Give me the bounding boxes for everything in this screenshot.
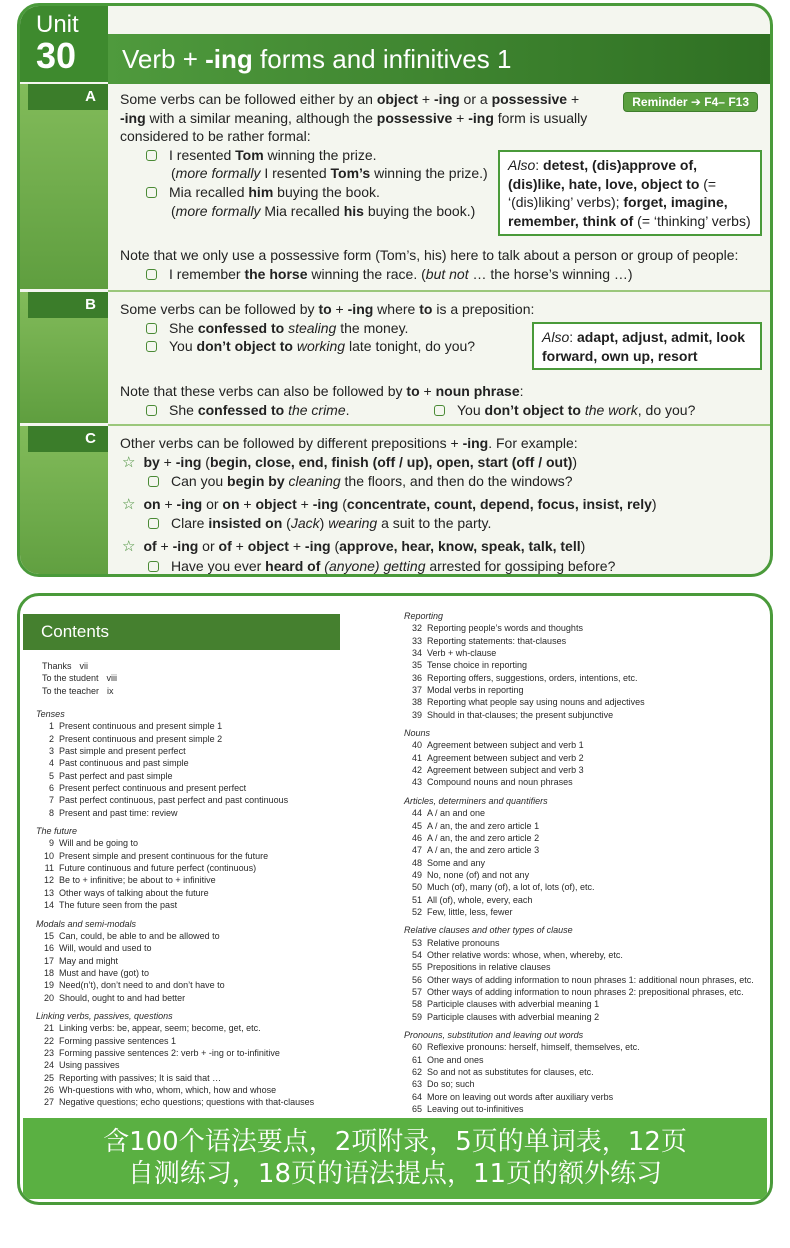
- toc-unit-number: 63: [411, 1079, 422, 1090]
- toc-unit-number: 40: [411, 740, 422, 751]
- toc-entry[interactable]: [404, 894, 754, 906]
- toc-unit-title: Compound nouns and noun phrases: [427, 777, 573, 788]
- toc-unit-title: Participle clauses with adverbial meaning 1: [427, 999, 600, 1010]
- toc-unit-title: Agreement between subject and verb 3: [427, 765, 584, 776]
- toc-unit-title: Do so; such: [427, 1079, 475, 1090]
- example-item: Have you ever heard of (anyone) getting arrested for gossiping before?: [120, 557, 657, 576]
- pattern-item: ☆ on + -ing or on + object + -ing (concentrate, count, depend, focus, insist, rely): [122, 495, 657, 513]
- toc-unit-number: 62: [411, 1067, 422, 1078]
- unit-page-panel: [17, 3, 773, 577]
- toc-unit-title: Relative pronouns: [427, 937, 500, 948]
- toc-entry[interactable]: [404, 857, 754, 869]
- section-b-intro: Some verbs can be followed by to + -ing where to is a preposition:: [120, 301, 535, 317]
- toc-unit-title: Prepositions in relative clauses: [427, 962, 551, 973]
- toc-unit-title: Will and be going to: [59, 838, 139, 849]
- title-bold: -ing: [205, 44, 253, 74]
- toc-entry[interactable]: [36, 899, 314, 911]
- toc-entry[interactable]: [404, 647, 754, 659]
- toc-unit-title: Should in that-clauses; the present subjunctive: [427, 709, 614, 720]
- toc-entry[interactable]: [36, 733, 314, 745]
- title-pre: Verb +: [122, 44, 206, 74]
- toc-category: The future: [36, 826, 78, 837]
- toc-category: Tenses: [36, 709, 65, 719]
- example-formal: (more formally Mia recalled his buying the book.): [171, 202, 476, 219]
- toc-unit-number: 1: [48, 721, 54, 732]
- toc-unit-number: 57: [411, 986, 422, 997]
- toc-unit-number: 56: [411, 974, 422, 985]
- toc-unit-number: 42: [411, 765, 422, 776]
- toc-unit-number: 13: [43, 887, 54, 898]
- toc-entry[interactable]: [36, 1096, 314, 1108]
- example-item: Mia recalled him buying the book.: [120, 183, 587, 202]
- toc-category: Reporting: [404, 611, 444, 621]
- toc-category: Relative clauses and other types of clause: [404, 925, 573, 936]
- toc-unit-number: 26: [43, 1084, 54, 1095]
- section-b-content: [120, 300, 534, 356]
- toc-unit-number: 49: [411, 869, 422, 880]
- toc-unit-number: 46: [411, 832, 422, 843]
- toc-entry[interactable]: [36, 1059, 314, 1071]
- toc-unit-title: Present perfect continuous and present perfect: [59, 783, 247, 794]
- toc-unit-title: Can, could, be able to and be allowed to: [59, 930, 220, 941]
- checkbox-icon: [146, 269, 157, 280]
- toc-unit-number: 50: [411, 882, 422, 893]
- toc-entry[interactable]: [36, 887, 314, 899]
- also-box-b: Also: adapt, adjust, admit, look forward, own up, resort: [532, 322, 762, 370]
- toc-unit-title: Reporting offers, suggestions, orders, intentions, etc.: [427, 672, 638, 683]
- toc-unit-number: 16: [43, 943, 54, 954]
- toc-unit-title: Reflexive pronouns: herself, himself, themselves, etc.: [427, 1042, 640, 1053]
- toc-unit-title: A / an, the and zero article 3: [427, 845, 540, 856]
- toc-unit-title: Negative questions; echo questions; questions with that-clauses: [59, 1097, 315, 1108]
- section-c-letter: C: [28, 426, 108, 452]
- toc-unit-number: 64: [411, 1091, 422, 1102]
- checkbox-icon: [146, 405, 157, 416]
- example-item: She confessed to the crime.: [120, 401, 524, 420]
- toc-unit-number: 4: [48, 758, 54, 769]
- toc-entry[interactable]: [36, 794, 314, 806]
- toc-unit-number: 48: [411, 857, 422, 868]
- toc-unit-title: A / an and one: [427, 808, 486, 819]
- toc-unit-title: Verb + wh-clause: [427, 648, 497, 659]
- toc-entry[interactable]: [36, 757, 314, 769]
- toc-unit-number: 53: [411, 937, 422, 948]
- toc-unit-number: 37: [411, 685, 422, 696]
- toc-unit-title: Some and any: [427, 857, 486, 868]
- section-c-tab: [20, 426, 108, 577]
- toc-unit-title: Present and past time: review: [59, 807, 178, 818]
- front-matter-entry[interactable]: [42, 672, 117, 684]
- toc-entry[interactable]: [404, 869, 754, 881]
- toc-unit-number: 36: [411, 672, 422, 683]
- checkbox-icon: [434, 405, 445, 416]
- unit-number: 30: [36, 35, 77, 76]
- toc-unit-title: Past perfect and past simple: [59, 770, 173, 781]
- section-a-intro-line2: -ing with a similar meaning, although the possessive + -ing form is usually: [120, 109, 588, 126]
- toc-entry[interactable]: [404, 844, 754, 856]
- toc-entry[interactable]: [36, 979, 314, 991]
- toc-unit-number: 8: [48, 807, 54, 818]
- checkbox-icon: [148, 518, 159, 529]
- toc-category: Modals and semi-modals: [36, 918, 137, 929]
- toc-unit-number: 44: [411, 808, 422, 819]
- toc-unit-title: Tense choice in reporting: [427, 660, 528, 671]
- page-title: [108, 34, 770, 84]
- toc-entry[interactable]: [404, 807, 754, 819]
- toc-entry[interactable]: [36, 745, 314, 757]
- toc-unit-title: Forming passive sentences 2: verb + -ing or to-infinitive: [59, 1047, 280, 1058]
- toc-unit-title: A / an, the and zero article 1: [427, 820, 540, 831]
- toc-unit-title: No, none (of) and not any: [427, 869, 530, 880]
- promo-banner: [23, 1118, 767, 1199]
- checkbox-icon: [148, 561, 159, 572]
- toc-entry[interactable]: [404, 1041, 754, 1053]
- toc-entry[interactable]: [36, 874, 314, 886]
- toc-unit-number: 22: [43, 1035, 54, 1046]
- toc-unit-title: Agreement between subject and verb 1: [427, 740, 584, 751]
- toc-unit-number: 17: [43, 955, 54, 966]
- toc-unit-title: Other ways of adding information to noun phrases 1: additional noun phrases, etc.: [427, 974, 754, 985]
- toc-unit-number: 39: [411, 709, 422, 720]
- toc-unit-number: 35: [411, 660, 422, 671]
- toc-unit-title: Much (of), many (of), a lot of, lots (of), etc.: [427, 882, 595, 893]
- section-b-letter: B: [28, 292, 108, 318]
- toc-unit-number: 45: [411, 820, 422, 831]
- toc-entry[interactable]: [404, 986, 754, 998]
- example-item: Clare insisted on (Jack) wearing a suit to the party.: [120, 514, 657, 533]
- toc-category: Pronouns, substitution and leaving out words: [404, 1030, 584, 1040]
- toc-unit-title: Other relative words: whose, when, whereby, etc.: [427, 949, 623, 960]
- toc-entry[interactable]: [36, 837, 314, 849]
- toc-unit-number: 21: [43, 1023, 54, 1034]
- front-matter-entry[interactable]: [42, 660, 117, 672]
- section-a-tab: [20, 84, 108, 292]
- front-matter-label: To the student: [42, 673, 99, 684]
- section-c-content: [120, 434, 657, 575]
- toc-unit-title: Be to + infinitive; be about to + infinitive: [59, 875, 216, 886]
- toc-unit-title: Forming passive sentences 1: [59, 1035, 177, 1046]
- toc-unit-number: 11: [44, 863, 54, 874]
- toc-unit-title: One and ones: [427, 1054, 484, 1065]
- toc-unit-number: 7: [48, 795, 54, 806]
- toc-entry[interactable]: [404, 974, 754, 986]
- front-matter-list: [42, 660, 117, 697]
- toc-entry[interactable]: [36, 862, 314, 874]
- toc-unit-title: A / an, the and zero article 2: [427, 832, 540, 843]
- toc-unit-number: 32: [411, 623, 422, 634]
- toc-unit-title: Modal verbs in reporting: [427, 685, 524, 696]
- unit-badge: [20, 6, 108, 82]
- toc-entry[interactable]: [404, 937, 754, 949]
- toc-unit-number: 51: [411, 894, 422, 905]
- contents-page-panel: [17, 593, 773, 1205]
- toc-entry[interactable]: [36, 807, 314, 819]
- toc-unit-title: All (of), whole, every, each: [427, 894, 533, 905]
- toc-unit-title: Reporting people’s words and thoughts: [427, 623, 583, 634]
- toc-unit-number: 60: [411, 1042, 422, 1053]
- toc-entry[interactable]: [36, 930, 314, 942]
- toc-category: Nouns: [404, 728, 431, 739]
- toc-unit-number: 38: [411, 697, 422, 708]
- section-a-letter: A: [28, 84, 108, 110]
- toc-unit-number: 43: [411, 777, 422, 788]
- toc-unit-title: Other ways of talking about the future: [59, 887, 209, 898]
- toc-unit-title: Must and have (got) to: [59, 967, 150, 978]
- toc-unit-number: 20: [43, 992, 54, 1003]
- toc-entry[interactable]: [404, 906, 754, 918]
- toc-unit-title: May and might: [59, 955, 119, 966]
- section-c-intro: Other verbs can be followed by different prepositions + -ing. For example:: [120, 435, 578, 451]
- toc-entry[interactable]: [404, 659, 754, 671]
- toc-entry[interactable]: [404, 1066, 754, 1078]
- toc-entry[interactable]: [404, 709, 754, 721]
- section-b-tab: [20, 292, 108, 426]
- reminder-badge: Reminder ➔ F4– F13: [623, 92, 758, 112]
- toc-unit-number: 3: [48, 746, 54, 757]
- checkbox-icon: [146, 341, 157, 352]
- toc-left-column: [36, 702, 314, 1109]
- banner-line-1: 含100个语法要点，2项附录，5页的单词表，12页: [103, 1127, 687, 1157]
- contents-heading: Contents: [23, 614, 340, 650]
- toc-entry[interactable]: [404, 739, 754, 751]
- toc-entry[interactable]: [36, 967, 314, 979]
- toc-unit-number: 65: [411, 1104, 422, 1115]
- toc-entry[interactable]: [36, 1035, 314, 1047]
- toc-unit-title: Past perfect continuous, past perfect and past continuous: [59, 795, 289, 806]
- toc-unit-title: Present simple and present continuous for the future: [59, 850, 269, 861]
- toc-unit-number: 12: [43, 875, 54, 886]
- checkbox-icon: [146, 150, 157, 161]
- toc-entry[interactable]: [404, 752, 754, 764]
- toc-unit-number: 6: [48, 783, 54, 794]
- toc-entry[interactable]: [404, 1091, 754, 1103]
- toc-unit-title: Present continuous and present simple 1: [59, 721, 223, 732]
- section-divider: [108, 290, 770, 292]
- toc-unit-number: 55: [411, 962, 422, 973]
- toc-entry[interactable]: [404, 949, 754, 961]
- toc-entry[interactable]: [36, 942, 314, 954]
- toc-unit-title: The future seen from the past: [59, 900, 178, 911]
- toc-entry[interactable]: [36, 1047, 314, 1059]
- toc-entry[interactable]: [36, 992, 314, 1004]
- toc-unit-title: Leaving out to-infinitives: [427, 1104, 524, 1115]
- toc-unit-number: 10: [43, 850, 54, 861]
- checkbox-icon: [146, 323, 157, 334]
- section-a-intro-line3: considered to be rather formal:: [120, 128, 311, 145]
- toc-entry[interactable]: [404, 961, 754, 973]
- toc-entry[interactable]: [404, 1054, 754, 1066]
- toc-unit-number: 2: [48, 733, 54, 744]
- front-matter-entry[interactable]: [42, 685, 117, 697]
- toc-unit-title: Reporting statements: that-clauses: [427, 635, 567, 646]
- toc-unit-number: 41: [411, 752, 422, 763]
- star-icon: ☆: [122, 495, 136, 513]
- toc-unit-number: 61: [411, 1054, 422, 1065]
- note-text: Note that these verbs can also be followed by to + noun phrase:: [120, 383, 524, 399]
- toc-unit-title: More on leaving out words after auxiliary verbs: [427, 1091, 614, 1102]
- toc-unit-title: Participle clauses with adverbial meaning 2: [427, 1011, 600, 1022]
- toc-unit-number: 34: [411, 648, 422, 659]
- front-matter-label: Thanks: [42, 661, 72, 671]
- toc-entry[interactable]: [404, 1103, 754, 1115]
- toc-unit-title: Will, would and used to: [59, 943, 152, 954]
- toc-entry[interactable]: [404, 635, 754, 647]
- example-item: You don’t object to working late tonight, do you?: [120, 337, 534, 356]
- toc-unit-title: Linking verbs: be, appear, seem; become, get, etc.: [59, 1023, 261, 1034]
- unit-label: Unit: [36, 11, 79, 38]
- example-item: I resented Tom winning the prize.: [120, 146, 587, 165]
- toc-entry[interactable]: [36, 1072, 314, 1084]
- toc-unit-number: 47: [411, 845, 422, 856]
- toc-entry[interactable]: [404, 832, 754, 844]
- star-icon: ☆: [122, 537, 136, 555]
- toc-entry[interactable]: [36, 850, 314, 862]
- toc-entry[interactable]: [404, 672, 754, 684]
- toc-unit-title: Past continuous and past simple: [59, 758, 189, 769]
- toc-entry[interactable]: [404, 684, 754, 696]
- toc-entry[interactable]: [36, 1022, 314, 1034]
- example-item: She confessed to stealing the money.: [120, 319, 534, 338]
- section-divider: [108, 424, 770, 426]
- toc-unit-title: Reporting what people say using nouns and adjectives: [427, 697, 645, 708]
- toc-unit-title: Future continuous and future perfect (continuous): [59, 863, 257, 874]
- front-matter-page: viii: [106, 673, 118, 684]
- toc-unit-title: Agreement between subject and verb 2: [427, 752, 584, 763]
- toc-unit-number: 27: [43, 1097, 54, 1108]
- section-a-note: [120, 246, 738, 283]
- toc-unit-number: 33: [411, 635, 422, 646]
- toc-entry[interactable]: [404, 1011, 754, 1023]
- toc-entry[interactable]: [404, 881, 754, 893]
- toc-unit-title: Present continuous and present simple 2: [59, 733, 223, 744]
- toc-right-column: [404, 604, 754, 1115]
- toc-entry[interactable]: [404, 776, 754, 788]
- toc-entry[interactable]: [404, 998, 754, 1010]
- example-item: Can you begin by cleaning the floors, and then do the windows?: [120, 472, 657, 491]
- toc-entry[interactable]: [404, 696, 754, 708]
- toc-category: Articles, determiners and quantifiers: [404, 795, 548, 806]
- example-item: I remember the horse winning the race. (but not … the horse’s winning …): [120, 265, 738, 284]
- toc-unit-number: 5: [48, 770, 54, 781]
- checkbox-icon: [146, 187, 157, 198]
- toc-unit-number: 59: [411, 1011, 422, 1022]
- toc-entry[interactable]: [404, 1078, 754, 1090]
- example-formal: (more formally I resented Tom’s winning the prize.): [171, 165, 488, 182]
- toc-unit-number: 23: [43, 1047, 54, 1058]
- toc-entry[interactable]: [36, 1084, 314, 1096]
- also-box-a: Also: detest, (dis)approve of, (dis)like, hate, love, object to (= ‘(dis)liking’ verbs); forget, imagine, remember, think of (= ‘thinking’ verbs): [498, 150, 762, 236]
- toc-entry[interactable]: [36, 770, 314, 782]
- toc-entry[interactable]: [404, 764, 754, 776]
- note-text: Note that we only use a possessive form (Tom’s, his) here to talk about a person or group of people:: [120, 247, 739, 263]
- toc-unit-number: 14: [43, 900, 54, 911]
- toc-unit-title: Reporting with passives; It is said that …: [59, 1072, 222, 1083]
- toc-unit-title: Need(n’t), don’t need to and don’t have to: [59, 980, 225, 991]
- toc-unit-number: 25: [43, 1072, 54, 1083]
- front-matter-page: ix: [107, 685, 114, 696]
- toc-entry[interactable]: [36, 720, 314, 732]
- toc-unit-title: Few, little, less, fewer: [427, 906, 513, 917]
- toc-entry[interactable]: [36, 782, 314, 794]
- toc-unit-title: Should, ought to and had better: [59, 992, 186, 1003]
- toc-unit-title: Wh-questions with who, whom, which, how and whose: [59, 1084, 277, 1095]
- example-item: You don’t object to the work, do you?: [434, 401, 695, 420]
- toc-unit-title: So and not as substitutes for clauses, etc.: [427, 1067, 594, 1078]
- section-a-intro-line1: Some verbs can be followed either by an object + -ing or a possessive +: [120, 91, 580, 107]
- checkbox-icon: [148, 476, 159, 487]
- toc-unit-number: 18: [43, 967, 54, 978]
- title-post: forms and infinitives 1: [252, 44, 512, 74]
- toc-unit-number: 24: [43, 1060, 54, 1071]
- toc-unit-number: 9: [48, 838, 54, 849]
- toc-unit-number: 52: [411, 906, 422, 917]
- toc-entry[interactable]: [404, 622, 754, 634]
- toc-unit-number: 19: [43, 980, 54, 991]
- front-matter-page: vii: [79, 661, 89, 671]
- toc-unit-number: 15: [43, 930, 54, 941]
- toc-unit-title: Past simple and present perfect: [59, 746, 186, 757]
- pattern-item: ☆ by + -ing (begin, close, end, finish (off / up), open, start (off / out)): [122, 453, 578, 471]
- toc-entry[interactable]: [404, 820, 754, 832]
- toc-category: Linking verbs, passives, questions: [36, 1010, 173, 1021]
- banner-line-2: 自测练习，18页的语法提点，11页的额外练习: [127, 1159, 663, 1189]
- toc-unit-title: Other ways of adding information to noun phrases 2: prepositional phrases, etc.: [427, 986, 744, 997]
- star-icon: ☆: [122, 453, 136, 471]
- pattern-item: ☆ of + -ing or of + object + -ing (approve, hear, know, speak, talk, tell): [122, 537, 586, 555]
- toc-unit-title: Using passives: [59, 1060, 120, 1071]
- front-matter-label: To the teacher: [42, 685, 100, 696]
- toc-unit-number: 58: [411, 999, 422, 1010]
- toc-entry[interactable]: [36, 955, 314, 967]
- toc-unit-number: 54: [411, 949, 422, 960]
